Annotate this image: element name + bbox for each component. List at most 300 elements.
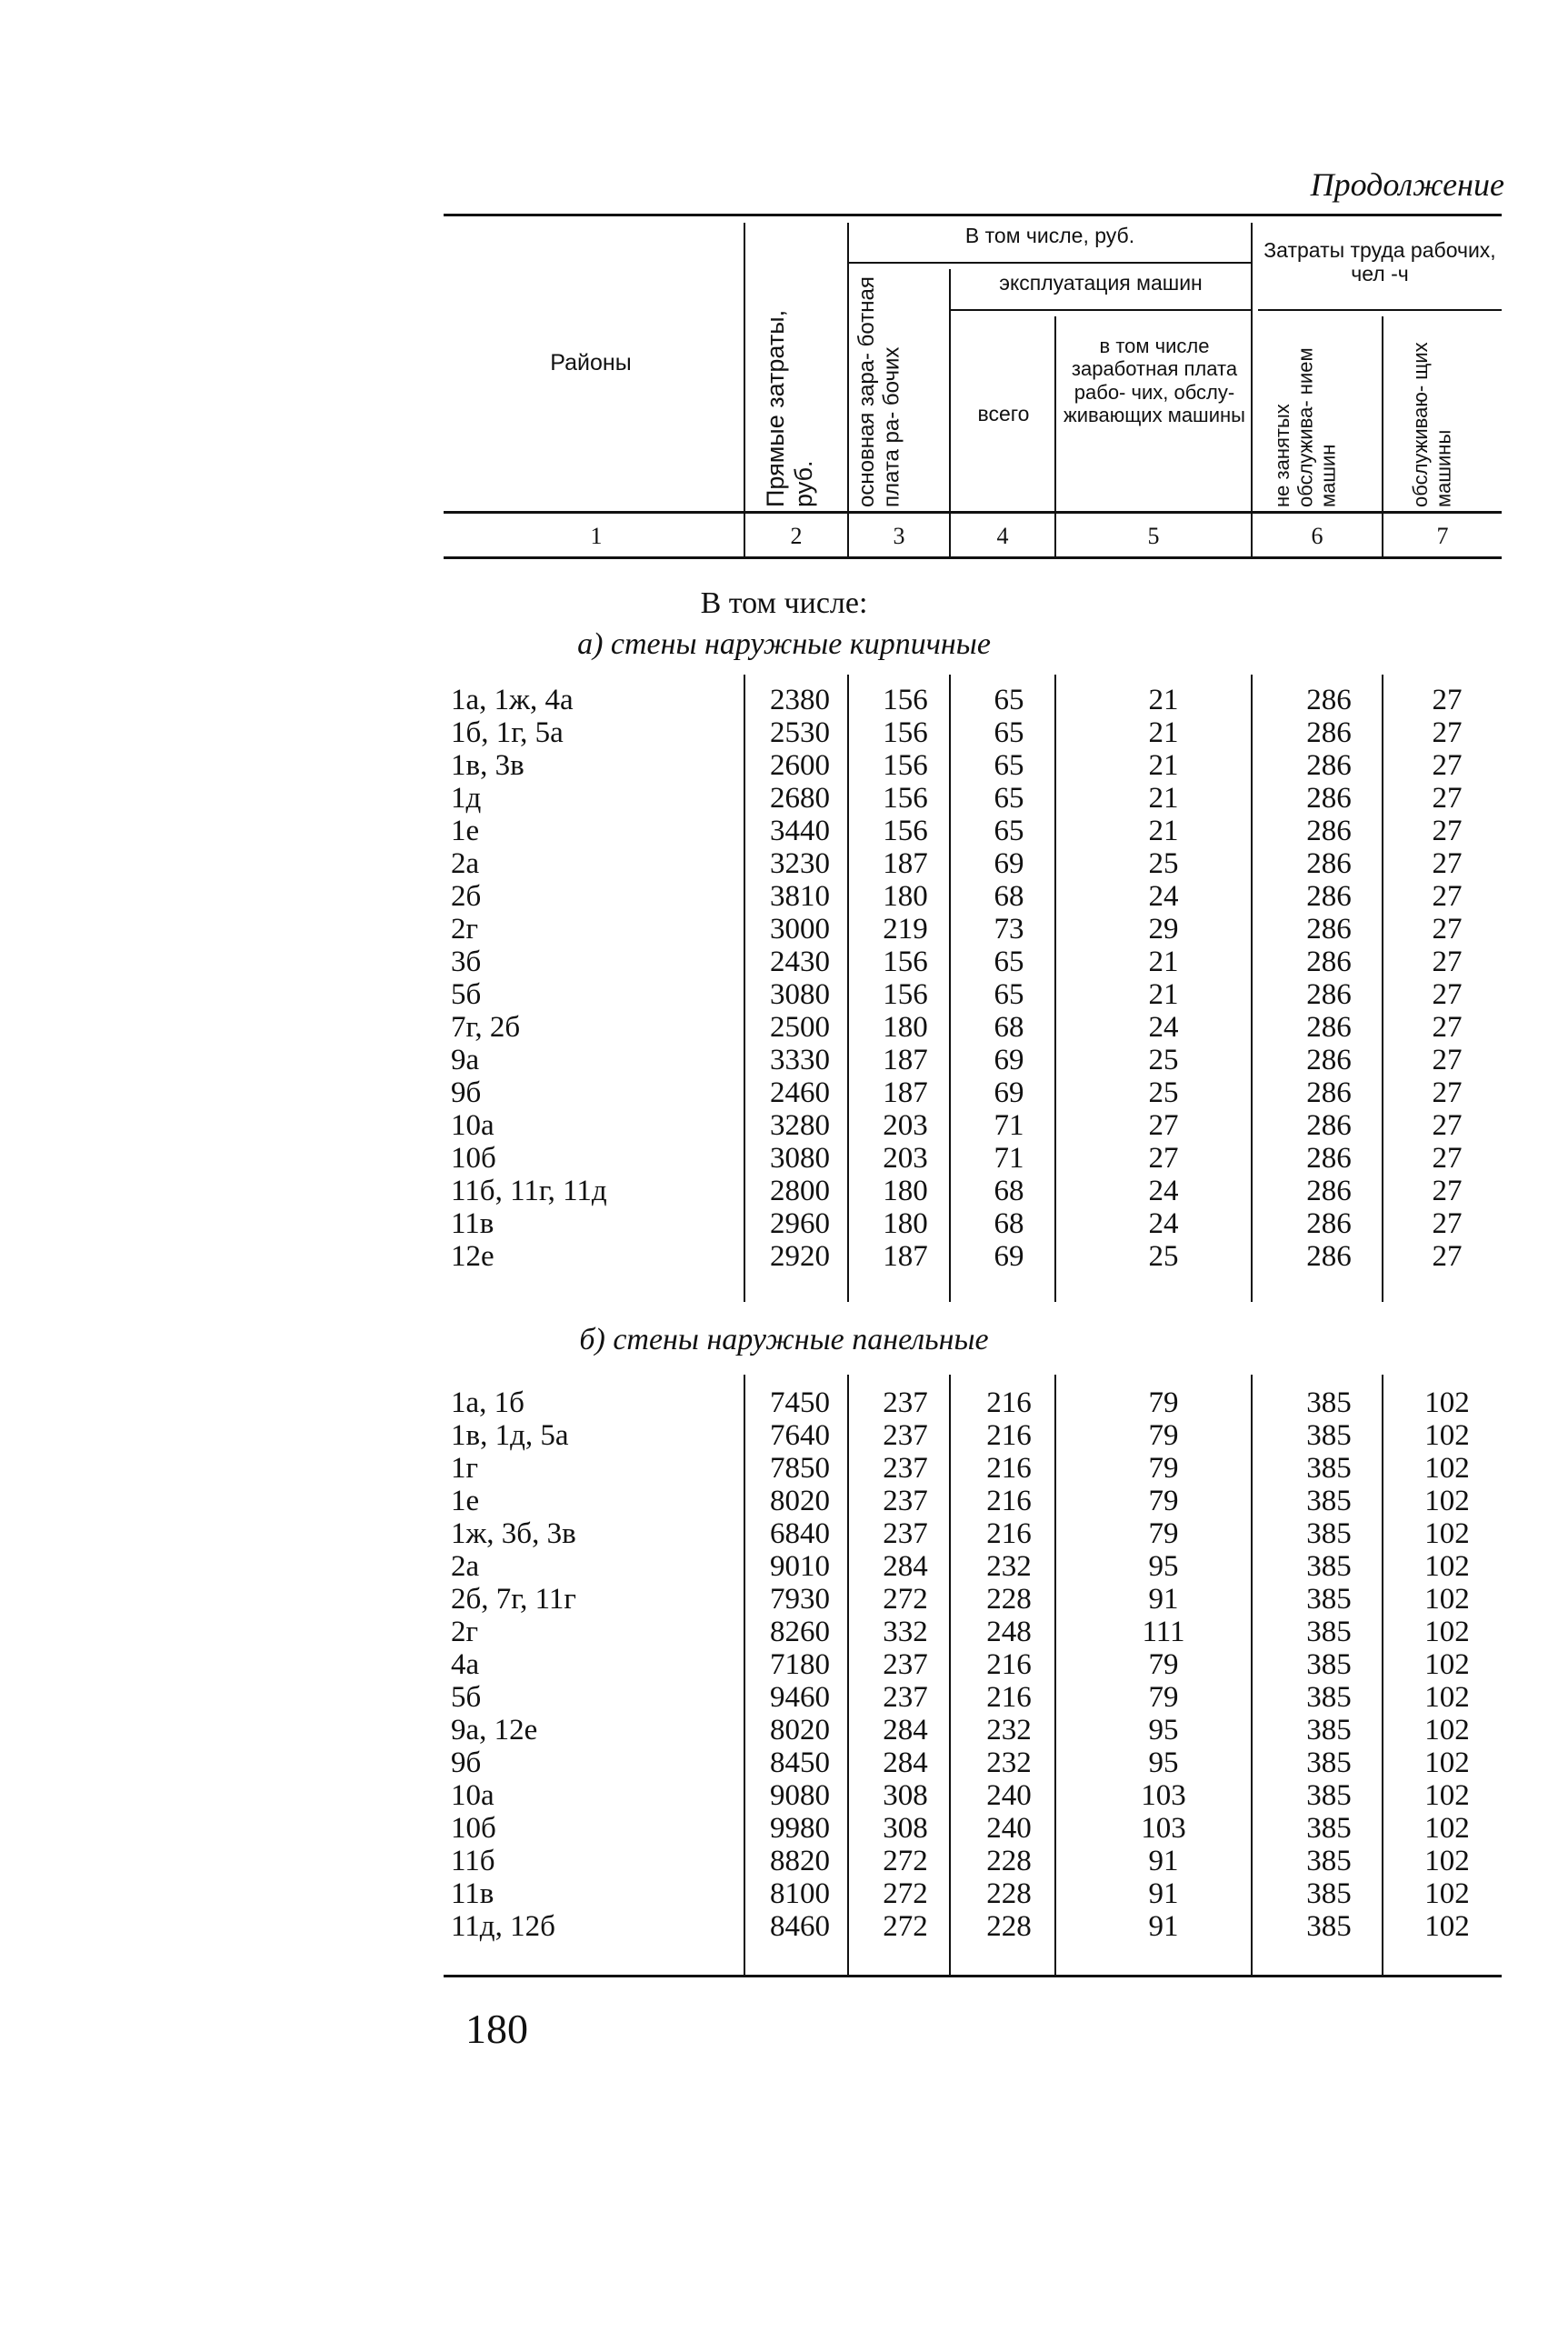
region-cell: 2б	[451, 880, 482, 913]
value-cell-c6: 286	[1306, 749, 1352, 782]
value-cell-c3: 284	[883, 1746, 928, 1779]
value-cell-c7: 27	[1432, 749, 1463, 782]
region-cell: 2г	[451, 913, 479, 946]
value-cell-c7: 102	[1424, 1452, 1470, 1485]
value-cell-c3: 187	[883, 1240, 928, 1273]
value-cell-c7: 102	[1424, 1583, 1470, 1616]
value-cell-c5: 79	[1148, 1681, 1179, 1714]
table-row	[0, 847, 1568, 880]
region-cell: 11б, 11г, 11д	[451, 1175, 607, 1207]
value-cell-c2: 2380	[770, 684, 830, 716]
value-cell-c4: 68	[994, 1011, 1024, 1044]
value-cell-c6: 286	[1306, 880, 1352, 913]
value-cell-c2: 2600	[770, 749, 830, 782]
value-cell-c6: 385	[1306, 1877, 1352, 1910]
region-cell: 11в	[451, 1207, 494, 1240]
column-number-7: 7	[1436, 523, 1449, 549]
value-cell-c6: 286	[1306, 716, 1352, 749]
table-row	[0, 1076, 1568, 1109]
value-cell-c4: 65	[994, 946, 1024, 978]
region-cell: 1ж, 3б, 3в	[451, 1517, 576, 1550]
value-cell-c6: 286	[1306, 1142, 1352, 1175]
value-cell-c6: 385	[1306, 1681, 1352, 1714]
value-cell-c6: 286	[1306, 1011, 1352, 1044]
value-cell-c2: 9980	[770, 1812, 830, 1845]
value-cell-c4: 232	[986, 1746, 1032, 1779]
value-cell-c6: 286	[1306, 1207, 1352, 1240]
header-vline-3	[949, 269, 951, 559]
value-cell-c3: 237	[883, 1648, 928, 1681]
table-row	[0, 880, 1568, 913]
value-cell-c7: 27	[1432, 880, 1463, 913]
value-cell-c6: 286	[1306, 815, 1352, 847]
value-cell-c5: 21	[1148, 749, 1179, 782]
value-cell-c4: 68	[994, 1175, 1024, 1207]
region-cell: 11д, 12б	[451, 1910, 555, 1943]
value-cell-c3: 180	[883, 1011, 928, 1044]
value-cell-c5: 95	[1148, 1714, 1179, 1746]
header-vline-1	[744, 223, 745, 559]
region-cell: 7г, 2б	[451, 1011, 521, 1044]
value-cell-c4: 216	[986, 1452, 1032, 1485]
value-cell-c3: 308	[883, 1812, 928, 1845]
value-cell-c3: 156	[883, 815, 928, 847]
value-cell-c5: 95	[1148, 1746, 1179, 1779]
region-cell: 1е	[451, 815, 480, 847]
value-cell-c2: 2920	[770, 1240, 830, 1273]
value-cell-c7: 102	[1424, 1877, 1470, 1910]
value-cell-c5: 91	[1148, 1583, 1179, 1616]
value-cell-c6: 385	[1306, 1746, 1352, 1779]
table-row	[0, 1648, 1568, 1681]
value-cell-c7: 102	[1424, 1910, 1470, 1943]
region-cell: 9б	[451, 1746, 482, 1779]
table-row	[0, 1386, 1568, 1419]
value-cell-c7: 102	[1424, 1485, 1470, 1517]
value-cell-c3: 237	[883, 1485, 928, 1517]
value-cell-c6: 385	[1306, 1616, 1352, 1648]
intro-text: В том числе:	[700, 586, 868, 620]
header-vline-2	[847, 223, 849, 559]
value-cell-c6: 385	[1306, 1583, 1352, 1616]
value-cell-c5: 79	[1148, 1386, 1179, 1419]
table-row	[0, 1583, 1568, 1616]
value-cell-c5: 25	[1148, 1044, 1179, 1076]
value-cell-c3: 156	[883, 782, 928, 815]
value-cell-c3: 156	[883, 684, 928, 716]
value-cell-c7: 27	[1432, 1109, 1463, 1142]
value-cell-c4: 73	[994, 913, 1024, 946]
value-cell-c4: 65	[994, 815, 1024, 847]
value-cell-c7: 27	[1432, 1175, 1463, 1207]
value-cell-c4: 65	[994, 716, 1024, 749]
region-cell: 9б	[451, 1076, 482, 1109]
value-cell-c4: 71	[994, 1142, 1024, 1175]
value-cell-c3: 237	[883, 1386, 928, 1419]
value-cell-c7: 102	[1424, 1386, 1470, 1419]
table-row	[0, 684, 1568, 716]
header-machine-wage: в том числе заработная плата рабо- чих, обслу- живающих машины	[1064, 335, 1245, 426]
value-cell-c6: 385	[1306, 1779, 1352, 1812]
table-row	[0, 1207, 1568, 1240]
value-cell-c3: 156	[883, 716, 928, 749]
region-cell: 5б	[451, 978, 482, 1011]
value-cell-c3: 203	[883, 1142, 928, 1175]
table-row	[0, 1452, 1568, 1485]
value-cell-c7: 27	[1432, 1207, 1463, 1240]
value-cell-c2: 8450	[770, 1746, 830, 1779]
header-including-group: В том числе, руб.	[964, 224, 1135, 247]
value-cell-c3: 156	[883, 978, 928, 1011]
value-cell-c7: 102	[1424, 1550, 1470, 1583]
value-cell-c2: 2500	[770, 1011, 830, 1044]
header-direct-costs: Прямые затраты, руб.	[762, 309, 818, 507]
value-cell-c4: 216	[986, 1485, 1032, 1517]
region-cell: 1в, 3в	[451, 749, 524, 782]
value-cell-c5: 91	[1148, 1910, 1179, 1943]
value-cell-c2: 8260	[770, 1616, 830, 1648]
subheader-rule-labor	[1258, 309, 1502, 311]
value-cell-c6: 286	[1306, 946, 1352, 978]
column-number-1: 1	[590, 523, 603, 549]
section-title-panel: б) стены наружные панельные	[579, 1323, 989, 1356]
value-cell-c6: 286	[1306, 1044, 1352, 1076]
value-cell-c2: 3440	[770, 815, 830, 847]
value-cell-c2: 3330	[770, 1044, 830, 1076]
region-cell: 4а	[451, 1648, 480, 1681]
value-cell-c2: 3230	[770, 847, 830, 880]
region-cell: 10б	[451, 1812, 496, 1845]
table-row	[0, 1175, 1568, 1207]
value-cell-c5: 27	[1148, 1142, 1179, 1175]
region-cell: 10б	[451, 1142, 496, 1175]
value-cell-c5: 79	[1148, 1485, 1179, 1517]
region-cell: 11в	[451, 1877, 494, 1910]
value-cell-c5: 25	[1148, 847, 1179, 880]
value-cell-c2: 8820	[770, 1845, 830, 1877]
value-cell-c7: 27	[1432, 1011, 1463, 1044]
table-row	[0, 1746, 1568, 1779]
value-cell-c6: 385	[1306, 1714, 1352, 1746]
header-machine-operation: эксплуатация машин	[999, 271, 1203, 295]
header-base-wage: основная зара- ботная плата ра- бочих	[854, 276, 904, 507]
region-cell: 1б, 1г, 5а	[451, 716, 564, 749]
value-cell-c4: 69	[994, 1044, 1024, 1076]
value-cell-c7: 27	[1432, 815, 1463, 847]
value-cell-c4: 65	[994, 782, 1024, 815]
table-row	[0, 1240, 1568, 1273]
table-row	[0, 1142, 1568, 1175]
value-cell-c7: 102	[1424, 1714, 1470, 1746]
value-cell-c2: 6840	[770, 1517, 830, 1550]
region-cell: 1д	[451, 782, 482, 815]
value-cell-c4: 69	[994, 1076, 1024, 1109]
value-cell-c4: 69	[994, 1240, 1024, 1273]
value-cell-c5: 24	[1148, 1207, 1179, 1240]
table-row	[0, 1877, 1568, 1910]
value-cell-c5: 91	[1148, 1845, 1179, 1877]
value-cell-c5: 95	[1148, 1550, 1179, 1583]
header-vline-5	[1251, 223, 1253, 559]
table-row	[0, 716, 1568, 749]
subheader-rule-group	[847, 262, 1251, 264]
value-cell-c3: 180	[883, 1207, 928, 1240]
value-cell-c3: 272	[883, 1845, 928, 1877]
table-row	[0, 1517, 1568, 1550]
value-cell-c3: 237	[883, 1419, 928, 1452]
value-cell-c2: 9080	[770, 1779, 830, 1812]
value-cell-c6: 286	[1306, 1175, 1352, 1207]
table-row	[0, 1485, 1568, 1517]
value-cell-c5: 91	[1148, 1877, 1179, 1910]
value-cell-c2: 7930	[770, 1583, 830, 1616]
region-cell: 1а, 1ж, 4а	[451, 684, 574, 716]
value-cell-c4: 228	[986, 1910, 1032, 1943]
value-cell-c4: 240	[986, 1779, 1032, 1812]
value-cell-c2: 8100	[770, 1877, 830, 1910]
table-row	[0, 1714, 1568, 1746]
region-cell: 10а	[451, 1779, 494, 1812]
value-cell-c2: 2460	[770, 1076, 830, 1109]
value-cell-c2: 3810	[770, 880, 830, 913]
value-cell-c4: 65	[994, 684, 1024, 716]
value-cell-c7: 27	[1432, 978, 1463, 1011]
value-cell-c4: 71	[994, 1109, 1024, 1142]
value-cell-c6: 286	[1306, 1109, 1352, 1142]
value-cell-c3: 180	[883, 1175, 928, 1207]
value-cell-c5: 21	[1148, 782, 1179, 815]
value-cell-c7: 102	[1424, 1845, 1470, 1877]
column-number-5: 5	[1147, 523, 1160, 549]
table-row	[0, 782, 1568, 815]
value-cell-c3: 219	[883, 913, 928, 946]
value-cell-c6: 385	[1306, 1386, 1352, 1419]
value-cell-c5: 24	[1148, 1175, 1179, 1207]
value-cell-c5: 103	[1141, 1779, 1186, 1812]
table-row	[0, 1910, 1568, 1943]
value-cell-c5: 79	[1148, 1648, 1179, 1681]
value-cell-c3: 180	[883, 880, 928, 913]
value-cell-c6: 385	[1306, 1485, 1352, 1517]
region-cell: 11б	[451, 1845, 495, 1877]
value-cell-c7: 27	[1432, 684, 1463, 716]
value-cell-c3: 308	[883, 1779, 928, 1812]
value-cell-c4: 216	[986, 1681, 1032, 1714]
value-cell-c5: 21	[1148, 716, 1179, 749]
value-cell-c6: 286	[1306, 782, 1352, 815]
value-cell-c6: 385	[1306, 1517, 1352, 1550]
value-cell-c7: 102	[1424, 1779, 1470, 1812]
value-cell-c4: 216	[986, 1419, 1032, 1452]
value-cell-c3: 187	[883, 1044, 928, 1076]
value-cell-c7: 27	[1432, 1142, 1463, 1175]
region-cell: 1г	[451, 1452, 479, 1485]
value-cell-c6: 385	[1306, 1452, 1352, 1485]
value-cell-c7: 27	[1432, 1044, 1463, 1076]
value-cell-c3: 237	[883, 1517, 928, 1550]
value-cell-c5: 21	[1148, 978, 1179, 1011]
continuation-label: Продолжение	[1310, 166, 1504, 203]
value-cell-c2: 8020	[770, 1485, 830, 1517]
region-cell: 1е	[451, 1485, 480, 1517]
value-cell-c3: 187	[883, 1076, 928, 1109]
table-row	[0, 1845, 1568, 1877]
value-cell-c3: 272	[883, 1583, 928, 1616]
table-top-rule	[444, 214, 1502, 216]
value-cell-c3: 156	[883, 749, 928, 782]
value-cell-c4: 216	[986, 1517, 1032, 1550]
value-cell-c2: 2680	[770, 782, 830, 815]
region-cell: 9а	[451, 1044, 480, 1076]
value-cell-c4: 248	[986, 1616, 1032, 1648]
table-row	[0, 913, 1568, 946]
value-cell-c5: 21	[1148, 684, 1179, 716]
table-row	[0, 1616, 1568, 1648]
table-row	[0, 1011, 1568, 1044]
value-cell-c2: 8020	[770, 1714, 830, 1746]
value-cell-c5: 79	[1148, 1517, 1179, 1550]
value-cell-c4: 69	[994, 847, 1024, 880]
table-row	[0, 1812, 1568, 1845]
value-cell-c6: 286	[1306, 684, 1352, 716]
value-cell-c7: 27	[1432, 1076, 1463, 1109]
value-cell-c4: 232	[986, 1550, 1032, 1583]
value-cell-c6: 385	[1306, 1812, 1352, 1845]
table-row	[0, 1550, 1568, 1583]
value-cell-c7: 102	[1424, 1517, 1470, 1550]
value-cell-c4: 68	[994, 1207, 1024, 1240]
value-cell-c2: 7850	[770, 1452, 830, 1485]
value-cell-c4: 232	[986, 1714, 1032, 1746]
value-cell-c2: 3280	[770, 1109, 830, 1142]
value-cell-c5: 24	[1148, 1011, 1179, 1044]
value-cell-c5: 21	[1148, 815, 1179, 847]
value-cell-c6: 286	[1306, 978, 1352, 1011]
value-cell-c3: 284	[883, 1714, 928, 1746]
value-cell-c6: 286	[1306, 847, 1352, 880]
colnum-bottom-rule	[444, 556, 1502, 559]
value-cell-c3: 156	[883, 946, 928, 978]
region-cell: 10а	[451, 1109, 494, 1142]
column-number-2: 2	[790, 523, 803, 549]
value-cell-c7: 27	[1432, 1240, 1463, 1273]
value-cell-c6: 385	[1306, 1845, 1352, 1877]
region-cell: 2а	[451, 1550, 480, 1583]
table-row	[0, 815, 1568, 847]
region-cell: 3б	[451, 946, 482, 978]
value-cell-c3: 237	[883, 1681, 928, 1714]
value-cell-c7: 102	[1424, 1616, 1470, 1648]
table-row	[0, 1419, 1568, 1452]
value-cell-c7: 102	[1424, 1681, 1470, 1714]
header-labor-machine: обслуживаю- щих машины	[1409, 342, 1455, 507]
table-row	[0, 1044, 1568, 1076]
value-cell-c7: 102	[1424, 1648, 1470, 1681]
value-cell-c5: 25	[1148, 1076, 1179, 1109]
value-cell-c7: 27	[1432, 847, 1463, 880]
value-cell-c7: 27	[1432, 946, 1463, 978]
value-cell-c2: 9460	[770, 1681, 830, 1714]
value-cell-c4: 240	[986, 1812, 1032, 1845]
region-cell: 1в, 1д, 5а	[451, 1419, 569, 1452]
value-cell-c7: 102	[1424, 1419, 1470, 1452]
value-cell-c6: 385	[1306, 1910, 1352, 1943]
value-cell-c6: 286	[1306, 1076, 1352, 1109]
column-number-6: 6	[1311, 523, 1323, 549]
value-cell-c5: 79	[1148, 1419, 1179, 1452]
page-number: 180	[465, 2006, 528, 2052]
value-cell-c6: 385	[1306, 1648, 1352, 1681]
value-cell-c4: 228	[986, 1877, 1032, 1910]
table-row	[0, 1779, 1568, 1812]
value-cell-c3: 332	[883, 1616, 928, 1648]
value-cell-c2: 2430	[770, 946, 830, 978]
value-cell-c3: 203	[883, 1109, 928, 1142]
region-cell: 5б	[451, 1681, 482, 1714]
value-cell-c5: 24	[1148, 880, 1179, 913]
value-cell-c7: 102	[1424, 1812, 1470, 1845]
table-row	[0, 978, 1568, 1011]
value-cell-c5: 25	[1148, 1240, 1179, 1273]
value-cell-c5: 21	[1148, 946, 1179, 978]
table-row	[0, 749, 1568, 782]
value-cell-c2: 8460	[770, 1910, 830, 1943]
header-bottom-rule	[444, 511, 1502, 514]
table-row	[0, 946, 1568, 978]
header-regions: Районы	[550, 350, 632, 375]
region-cell: 2а	[451, 847, 480, 880]
header-machine-total: всего	[977, 402, 1030, 425]
value-cell-c3: 237	[883, 1452, 928, 1485]
value-cell-c2: 3000	[770, 913, 830, 946]
value-cell-c4: 65	[994, 749, 1024, 782]
value-cell-c3: 272	[883, 1910, 928, 1943]
value-cell-c4: 228	[986, 1583, 1032, 1616]
value-cell-c3: 187	[883, 847, 928, 880]
value-cell-c6: 286	[1306, 1240, 1352, 1273]
region-cell: 2г	[451, 1616, 479, 1648]
value-cell-c2: 9010	[770, 1550, 830, 1583]
value-cell-c7: 102	[1424, 1746, 1470, 1779]
value-cell-c5: 111	[1142, 1616, 1185, 1648]
table-bottom-rule	[444, 1975, 1502, 1977]
value-cell-c4: 216	[986, 1648, 1032, 1681]
value-cell-c2: 7450	[770, 1386, 830, 1419]
value-cell-c2: 2800	[770, 1175, 830, 1207]
value-cell-c2: 3080	[770, 978, 830, 1011]
subheader-rule-machines	[949, 309, 1251, 311]
region-cell: 9а, 12е	[451, 1714, 538, 1746]
section-title-brick: а) стены наружные кирпичные	[577, 627, 991, 661]
region-cell: 1а, 1б	[451, 1386, 524, 1419]
value-cell-c2: 7640	[770, 1419, 830, 1452]
column-number-3: 3	[893, 523, 905, 549]
region-cell: 2б, 7г, 11г	[451, 1583, 576, 1616]
column-number-4: 4	[996, 523, 1009, 549]
value-cell-c4: 228	[986, 1845, 1032, 1877]
value-cell-c6: 385	[1306, 1550, 1352, 1583]
header-labor-not-machine: не занятых обслужива- нием машин	[1271, 347, 1340, 507]
value-cell-c5: 27	[1148, 1109, 1179, 1142]
value-cell-c6: 385	[1306, 1419, 1352, 1452]
value-cell-c2: 7180	[770, 1648, 830, 1681]
value-cell-c3: 284	[883, 1550, 928, 1583]
region-cell: 12е	[451, 1240, 494, 1273]
value-cell-c5: 103	[1141, 1812, 1186, 1845]
value-cell-c7: 27	[1432, 913, 1463, 946]
table-row	[0, 1681, 1568, 1714]
value-cell-c7: 27	[1432, 782, 1463, 815]
